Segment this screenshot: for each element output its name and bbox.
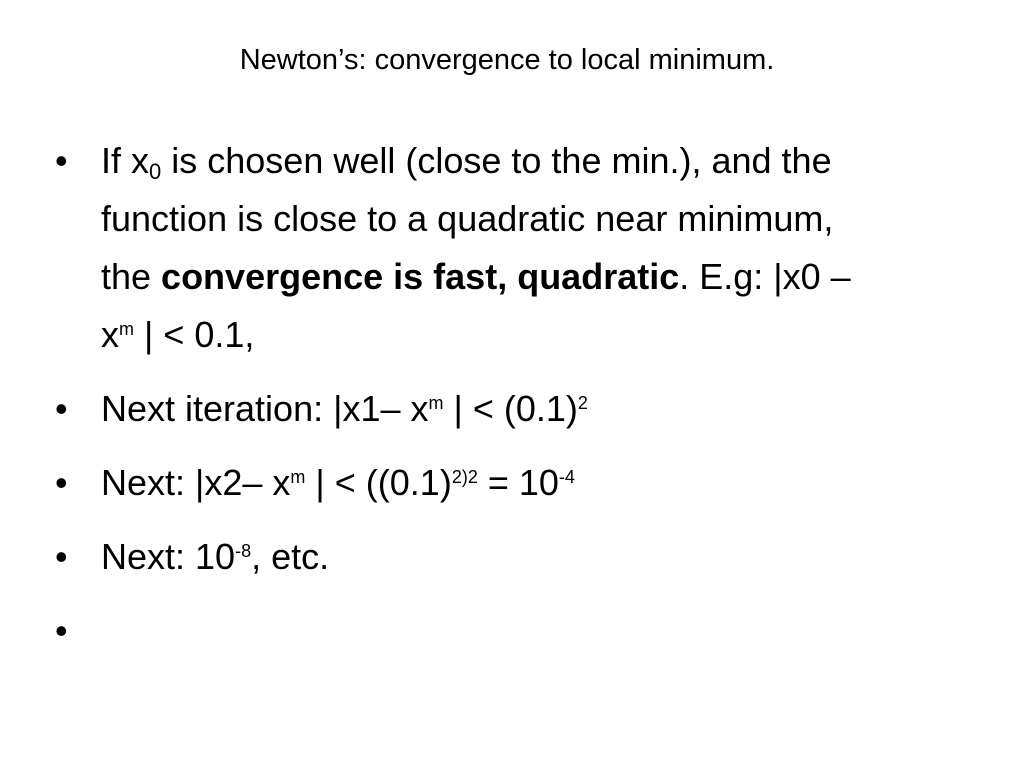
text-segment: Next iteration: |x1– x [101, 388, 429, 429]
bullet-item-next-etc [55, 528, 955, 586]
text-segment: Next: |x2– x [101, 462, 291, 503]
superscript: m [119, 319, 134, 339]
bullet-line-3 [101, 248, 955, 306]
bold-emphasis: convergence is fast, quadratic [161, 256, 680, 297]
bullet-dot: • [55, 536, 68, 577]
superscript: 2 [577, 393, 588, 413]
bullet-line-4 [101, 306, 955, 364]
bullet-dot: • [55, 140, 68, 181]
bullet-line-2: function is close to a quadratic near minimum, [101, 198, 834, 239]
text-segment: | < 0.1, [134, 314, 255, 355]
bullet-dot: • [55, 462, 68, 503]
text-segment: the [101, 256, 162, 297]
text-segment: | < (0.1) [443, 388, 578, 429]
bullet-line-1 [101, 132, 955, 190]
superscript: -8 [235, 541, 252, 561]
text-segment: , etc. [251, 536, 330, 577]
text-segment: | < ((0.1) [305, 462, 452, 503]
text-segment: . E.g: |x0 – [679, 256, 851, 297]
slide-title: Newton’s: convergence to local minimum. [239, 44, 775, 76]
bullet-dot: • [55, 388, 68, 429]
superscript: -4 [558, 467, 575, 487]
text-segment: = 10 [477, 462, 559, 503]
bullet-text [101, 132, 955, 364]
superscript: m [428, 393, 444, 413]
bullet-item-quadratic-convergence [55, 132, 955, 364]
text-segment: Next: 10 [101, 536, 236, 577]
bullet-list [55, 132, 955, 676]
superscript: m [290, 467, 306, 487]
bullet-item-empty [55, 602, 955, 660]
superscript: 2)2 [451, 467, 478, 487]
text-segment: x [101, 314, 119, 355]
bullet-item-next-x2 [55, 454, 955, 512]
subscript: 0 [149, 159, 162, 184]
text-segment: is chosen well (close to the min.), and the [161, 140, 832, 181]
bullet-dot: • [55, 610, 68, 651]
text-segment: If x [101, 140, 150, 181]
bullet-item-next-iteration [55, 380, 955, 438]
